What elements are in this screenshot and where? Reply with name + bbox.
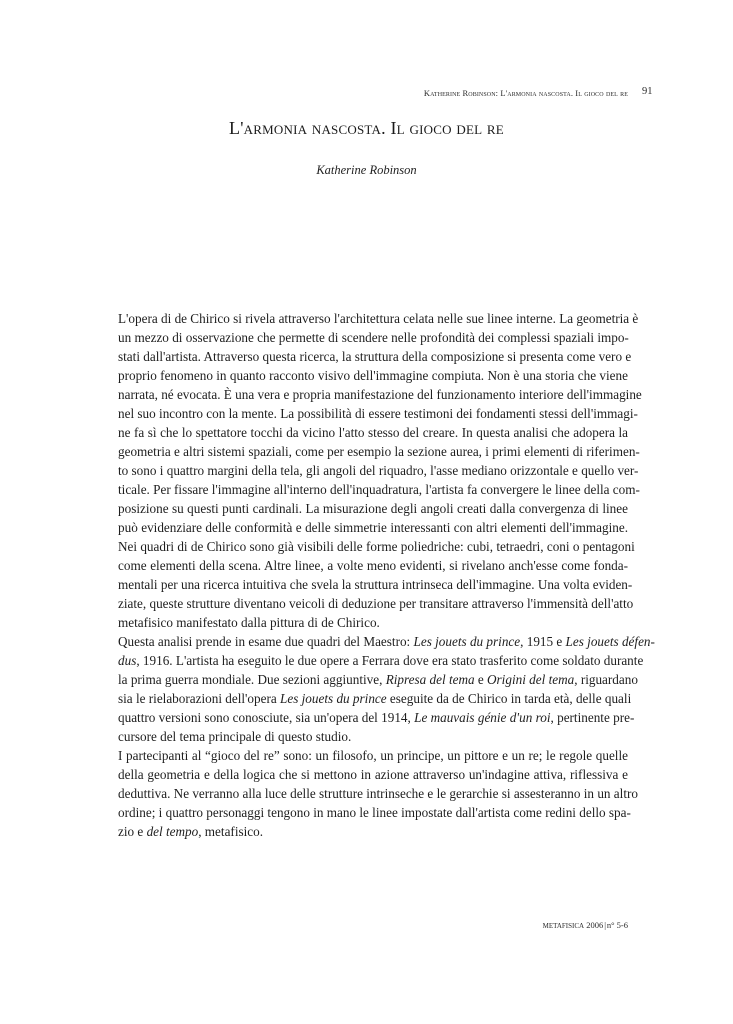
body-text-segment: to sono i quattro margini della tela, gli angoli del riquadro, l'asse mediano orizzontale e quello ver- [118, 463, 639, 478]
italic-title: Les jouets du prince [413, 634, 521, 649]
italic-title: Le mauvais génie d'un roi [414, 710, 551, 725]
body-text-segment: ordine; i quattro personaggi tengono in mano le linee impostate dall'artista come redini dello spa- [118, 805, 631, 820]
body-text-segment: un mezzo di osservazione che permette di scendere nelle profondità dei complessi spaziali impo- [118, 330, 629, 345]
body-line [118, 537, 635, 556]
body-text-segment: narrata, né evocata. È una vera e propria manifestazione del funzionamento interiore dell'immagine [118, 387, 642, 402]
body-line [118, 651, 644, 670]
body-text-segment: può evidenziare delle conformità e delle simmetrie interessanti con altri elementi dell'immagine. [118, 520, 628, 535]
body-line [118, 442, 640, 461]
body-text-segment: ziate, queste strutture diventano veicoli di deduzione per transitare attraverso l'immensità dell'atto [118, 596, 634, 611]
body-line [118, 328, 628, 347]
italic-title: Les jouets du prince [280, 691, 387, 706]
body-line [118, 480, 640, 499]
italic-title: del tempo [146, 824, 199, 839]
body-text-segment: , riguardano [574, 672, 638, 687]
body-text-segment: posizione su questi punti cardinali. La misurazione degli angoli creati dalla convergenza di linee [118, 501, 628, 516]
body-text-segment: eseguite da de Chirico in tarda età, delle quali [386, 691, 632, 706]
body-text-segment: sia le rielaborazioni dell'opera [118, 691, 281, 706]
article-title: L'armonia nascosta. Il gioco del re [229, 118, 504, 138]
italic-title: Les jouets défen- [565, 634, 655, 649]
body-line [118, 366, 628, 385]
body-text-segment: , 1915 e [520, 634, 566, 649]
body-line [118, 727, 628, 746]
body-text-segment: ticale. Per fissare l'immagine all'interno dell'inquadratura, l'artista fa convergere le linee della com- [118, 482, 640, 497]
body-line [118, 670, 638, 689]
body-line [118, 309, 639, 328]
body-line [118, 784, 638, 803]
article-author: Katherine Robinson [316, 163, 417, 177]
page-footer [400, 920, 628, 931]
running-header: Katherine Robinson: L'armonia nascosta. Il gioco del re [423, 88, 628, 98]
body-line [118, 461, 639, 480]
body-text-segment: quattro versioni sono conosciute, sia un'opera del 1914, [118, 710, 415, 725]
body-text-segment: nel suo incontro con la mente. La possibilità di essere testimoni dei fondamenti stessi dell'immagi- [118, 406, 638, 421]
body-text-segment: proprio fenomeno in quanto racconto visivo dell'immagine compiuta. Non è una storia che viene [118, 368, 628, 383]
body-text-segment: come elementi della scena. Altre linee, a volte meno evidenti, si rivelano anch'esse come fonda- [118, 558, 628, 573]
body-line [118, 803, 631, 822]
body-line [118, 385, 642, 404]
italic-title: Origini del tema [487, 672, 575, 687]
italic-title: dus [118, 653, 137, 668]
footer-year: 2006 [586, 920, 604, 930]
body-line [118, 556, 628, 575]
body-line [118, 499, 628, 518]
body-text-segment: deduttiva. Ne verranno alla luce delle strutture intrinseche e le gerarchie si assesteranno in un altro [118, 786, 638, 801]
body-text-segment: Questa analisi prende in esame due quadri del Maestro: [118, 634, 414, 649]
body-line [118, 594, 634, 613]
body-line [118, 708, 635, 727]
footer-journal: metafisica [542, 921, 585, 931]
body-line [118, 765, 628, 784]
body-line [118, 404, 638, 423]
body-line [118, 746, 628, 765]
body-text-segment: metafisico manifestato dalla pittura di de Chirico. [118, 615, 380, 630]
body-text-segment: la prima guerra mondiale. Due sezioni aggiuntive, [118, 672, 386, 687]
body-line [118, 613, 628, 632]
body-text-segment: cursore del tema principale di questo studio. [118, 729, 352, 744]
body-line [118, 347, 632, 366]
body-text-segment: stati dall'artista. Attraverso questa ricerca, la struttura della composizione si presenta come vero e [118, 349, 632, 364]
body-text-segment: geometria e altri sistemi spaziali, come per esempio la sezione aurea, i primi elementi di riferimen- [118, 444, 640, 459]
body-line [118, 423, 628, 442]
body-line [118, 518, 628, 537]
body-line [118, 822, 628, 841]
body-line [118, 575, 633, 594]
body-text-segment: L'opera di de Chirico si rivela attraverso l'architettura celata nelle sue linee interne. La geometria è [118, 311, 639, 326]
body-text-segment: e [474, 672, 488, 687]
body-text-segment: Nei quadri di de Chirico sono già visibili delle forme poliedriche: cubi, tetraedri, coni o pentagoni [118, 539, 635, 554]
footer-issue: n° 5-6 [606, 920, 628, 930]
footer-separator: | [604, 920, 606, 930]
body-text-segment: , pertinente pre- [550, 710, 635, 725]
body-text-segment: mentali per una ricerca intuitiva che svela la struttura intrinseca dell'immagine. Una volta eviden- [118, 577, 633, 592]
body-text-segment: , metafisico. [198, 824, 264, 839]
body-text-segment: ne fa sì che lo spettatore tocchi da vicino l'atto stesso del creare. In questa analisi che adopera la [118, 425, 628, 440]
body-text-segment: della geometria e della logica che si mettono in azione attraverso un'indagine attiva, riflessiva e [118, 767, 628, 782]
body-text-segment: zio e [118, 824, 147, 839]
body-text-segment: , 1916. L'artista ha eseguito le due opere a Ferrara dove era stato trasferito come soldato durante [136, 653, 644, 668]
body-line [118, 632, 655, 651]
body-line [118, 689, 632, 708]
article-body [118, 309, 655, 841]
page-number: 91 [642, 86, 653, 97]
body-text-segment: I partecipanti al “gioco del re” sono: un filosofo, un principe, un pittore e un re; le regole quelle [118, 748, 628, 763]
italic-title: Ripresa del tema [385, 672, 475, 687]
